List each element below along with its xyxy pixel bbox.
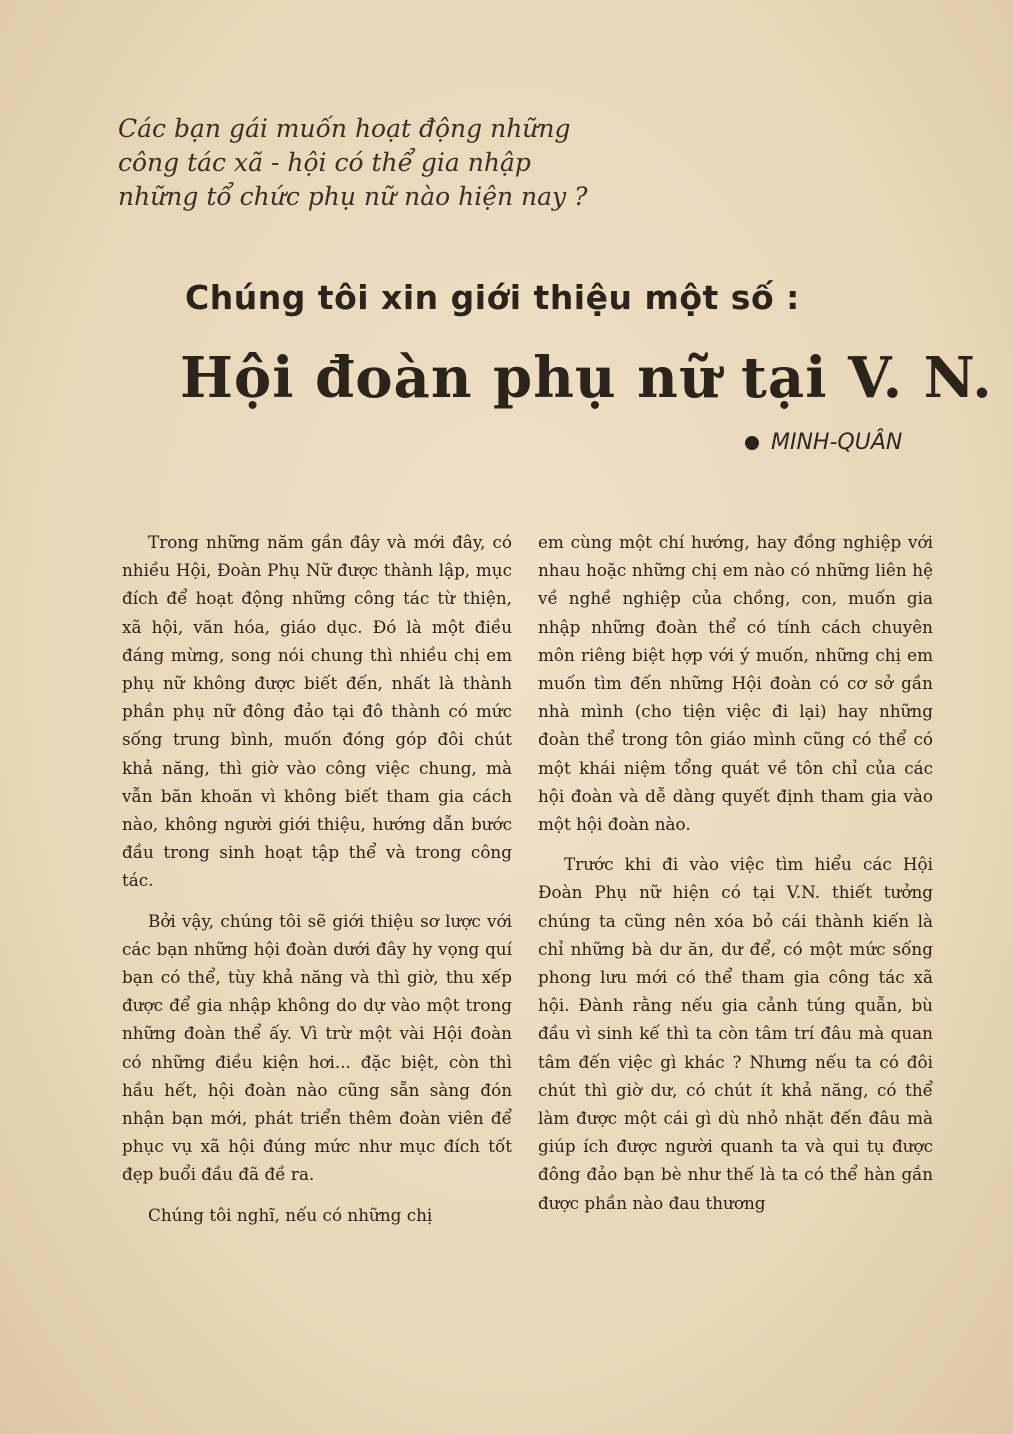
byline <box>745 430 945 455</box>
intro-line: những tổ chức phụ nữ nào hiện nay ? <box>118 182 588 211</box>
intro-line: công tác xã - hội có thể gia nhập <box>118 148 531 177</box>
right-column <box>538 528 933 1229</box>
intro-question <box>118 112 638 214</box>
left-column <box>122 528 512 1241</box>
paragraph: Chúng tôi nghĩ, nếu có những chị <box>148 1204 433 1225</box>
paragraph: Trong những năm gần đây và mới đây, có nhiều Hội, Đoàn Phụ Nữ được thành lập, mục đích để hoạt động những công tác từ thiện, xã hội, văn hóa, giáo dục. Đó là một điều đáng mừng, song nói chung thì nhiều chị em phụ nữ không được biết đến, nhất là thành phần phụ nữ đông đảo tại đô thành có mức sống trung bình, muốn đóng góp đôi chút khả năng, thì giờ vào công việc chung, mà vẫn băn khoăn vì không biết tham gia cách nào, không người giới thiệu, hướng dẫn bước đầu trong sinh hoạt tập thể và trong công tác. <box>122 532 512 891</box>
intro-line: Các bạn gái muốn hoạt động những <box>118 114 571 143</box>
article-headline: Hội đoàn phụ nữ tại V. N. <box>180 345 993 411</box>
kicker-heading: Chúng tôi xin giới thiệu một số : <box>185 278 800 317</box>
paragraph: Bởi vậy, chúng tôi sẽ giới thiệu sơ lược với các bạn những hội đoàn dưới đây hy vọng quí bạn có thể, tùy khả năng và thì giờ, thu xếp được để gia nhập không do dự vào một trong những đoàn thể ấy. Vì trừ một vài Hội đoàn có những điều kiện hơi... đặc biệt, còn thì hầu hết, hội đoàn nào cũng sẵn sàng đón nhận bạn mới, phát triển thêm đoàn viên để phục vụ xã hội đúng mức như mục đích tốt đẹp buổi đầu đã đề ra. <box>122 910 512 1185</box>
paragraph: Trước khi đi vào việc tìm hiểu các Hội Đoàn Phụ nữ hiện có tại V.N. thiết tưởng chúng ta cũng nên xóa bỏ cái thành kiến là chỉ những bà dư ăn, dư để, có một mức sống phong lưu mới có thể tham gia công tác xã hội. Đành rằng nếu gia cảnh túng quẫn, bù đầu vì sinh kế thì ta còn tâm trí đâu mà quan tâm đến việc gì khác ? Nhưng nếu ta có đôi chút thì giờ dư, có chút ít khả năng, có thể làm được một cái gì dù nhỏ nhặt đến đâu mà giúp ích được người quanh ta và qui tụ được đông đảo bạn bè như thế là ta có thể hàn gắn được phần nào đau thương <box>538 854 933 1213</box>
paragraph: em cùng một chí hướng, hay đồng nghiệp với nhau hoặc những chị em nào có những liên hệ về nghề nghiệp của chồng, con, muốn gia nhập những đoàn thể có tính cách chuyên môn riêng biệt hợp với ý muốn, những chị em muốn tìm đến những Hội đoàn có cơ sở gần nhà mình (cho tiện việc đi lại) hay những đoàn thể trong tôn giáo mình cũng có thể có một khái niệm tổng quát về tôn chỉ của các hội đoàn và dễ dàng quyết định tham gia vào một hội đoàn nào. <box>538 532 933 835</box>
bullet-icon <box>745 436 759 450</box>
author-name: MINH-QUÂN <box>771 430 903 455</box>
